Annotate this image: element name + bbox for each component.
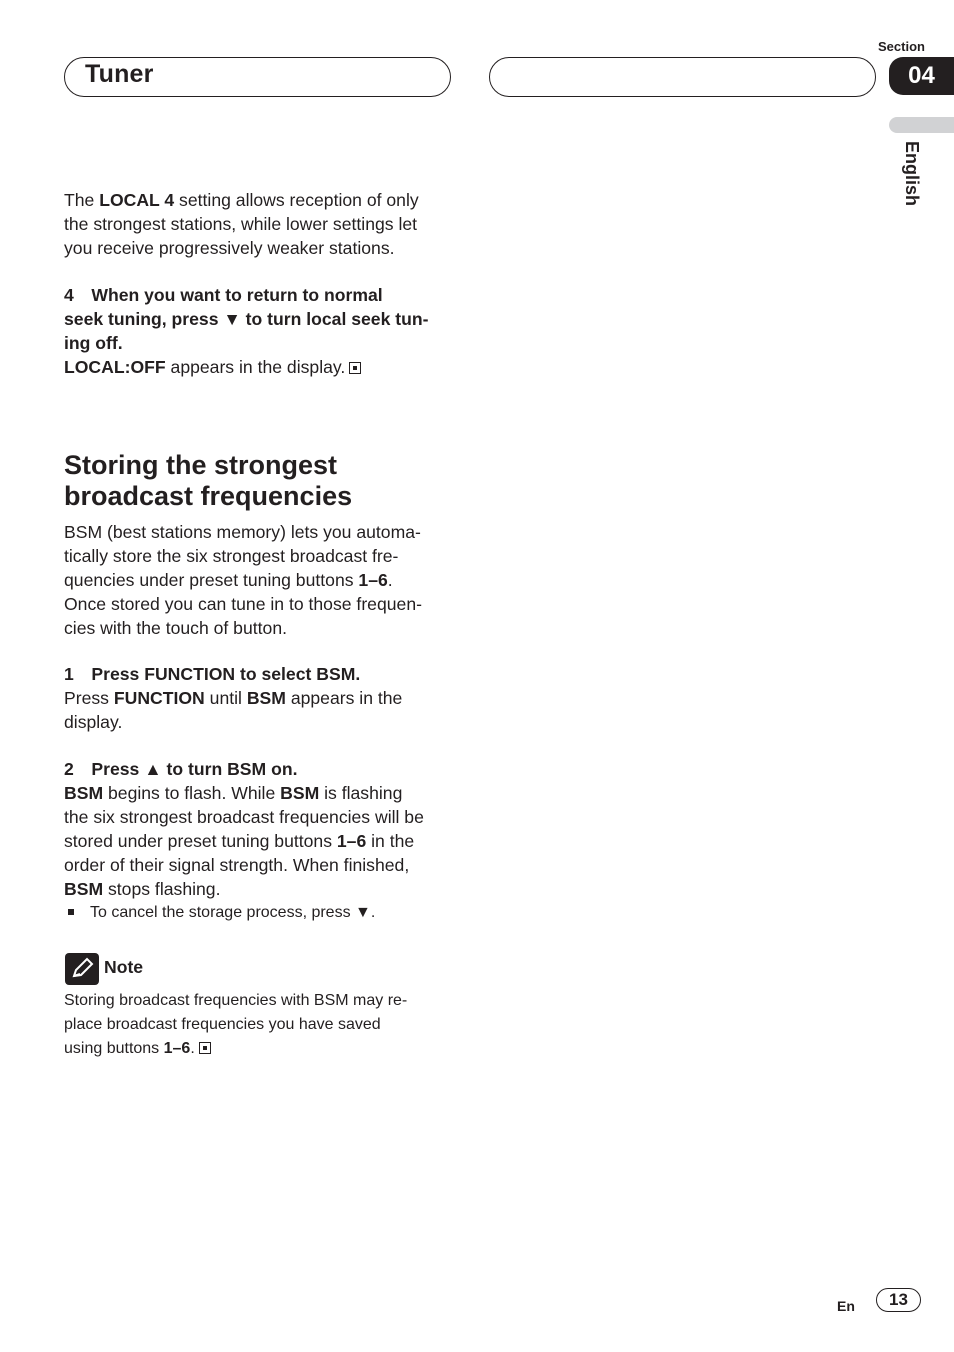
note-body: [64, 989, 454, 1061]
step-2: [64, 757, 454, 925]
step-2-line-5: BSM stops flashing.: [64, 879, 221, 899]
bsm-intro: [64, 520, 454, 640]
chapter-title-box: [64, 57, 451, 97]
bsm-intro-line-5: cies with the touch of button.: [64, 618, 287, 638]
intro-line-2: the strongest stations, while lower settings let: [64, 214, 418, 234]
step-2-line-3: stored under preset tuning buttons 1–6 in the: [64, 831, 415, 851]
note-line-1: Storing broadcast frequencies with BSM may re-: [64, 992, 408, 1009]
intro-paragraph: [64, 188, 454, 260]
step-4-title-line-3: ing off.: [64, 333, 123, 353]
step-2-bullet: To cancel the storage process, press ▼.: [64, 901, 454, 925]
note-line-2: place broadcast frequencies you have saved: [64, 1016, 381, 1033]
header-empty-box: [489, 57, 876, 97]
bsm-intro-line-2: tically store the six strongest broadcast fre-: [64, 546, 399, 566]
step-4: [64, 283, 454, 379]
step-1-line-1: Press FUNCTION until BSM appears in the: [64, 688, 403, 708]
section-label: Section: [878, 39, 925, 54]
step-2-line-1: BSM begins to flash. While BSM is flashing: [64, 783, 403, 803]
note-line-3: using buttons 1–6.: [64, 1037, 454, 1061]
step-4-title-line-2: seek tuning, press ▼ to turn local seek tun-: [64, 309, 429, 329]
page-number: 13: [876, 1288, 921, 1312]
end-mark-icon: [199, 1042, 211, 1054]
bsm-intro-line-3: quencies under preset tuning buttons 1–6.: [64, 570, 393, 590]
step-2-line-2: the six strongest broadcast frequencies will be: [64, 807, 424, 827]
language-label: English: [902, 141, 922, 207]
step-2-line-4: order of their signal strength. When finished,: [64, 855, 410, 875]
step-1-line-2: display.: [64, 712, 123, 732]
bsm-intro-line-1: BSM (best stations memory) lets you automa-: [64, 522, 421, 542]
step-2-title: 2 Press ▲ to turn BSM on.: [64, 759, 298, 779]
section-heading: [64, 450, 454, 512]
end-mark-icon: [349, 362, 361, 374]
intro-line-3: you receive progressively weaker stations.: [64, 238, 395, 258]
heading-line-1: Storing the strongest: [64, 450, 338, 480]
footer-lang-code: En: [837, 1298, 855, 1314]
bullet-square-icon: [68, 909, 74, 915]
heading-line-2: broadcast frequencies: [64, 481, 353, 511]
note-label: Note: [104, 957, 144, 977]
step-4-result: LOCAL:OFF appears in the display.: [64, 355, 454, 379]
intro-line-1: The LOCAL 4 setting allows reception of only: [64, 190, 419, 210]
step-4-title-line-1: 4 When you want to return to normal: [64, 285, 383, 305]
section-number-badge: 04: [889, 57, 954, 95]
bsm-intro-line-4: Once stored you can tune in to those frequen-: [64, 594, 422, 614]
chapter-title: Tuner: [85, 60, 154, 88]
language-tab: [889, 117, 954, 133]
step-1-title: 1 Press FUNCTION to select BSM.: [64, 664, 361, 684]
step-1: [64, 662, 454, 734]
note-pencil-icon: [65, 953, 99, 985]
